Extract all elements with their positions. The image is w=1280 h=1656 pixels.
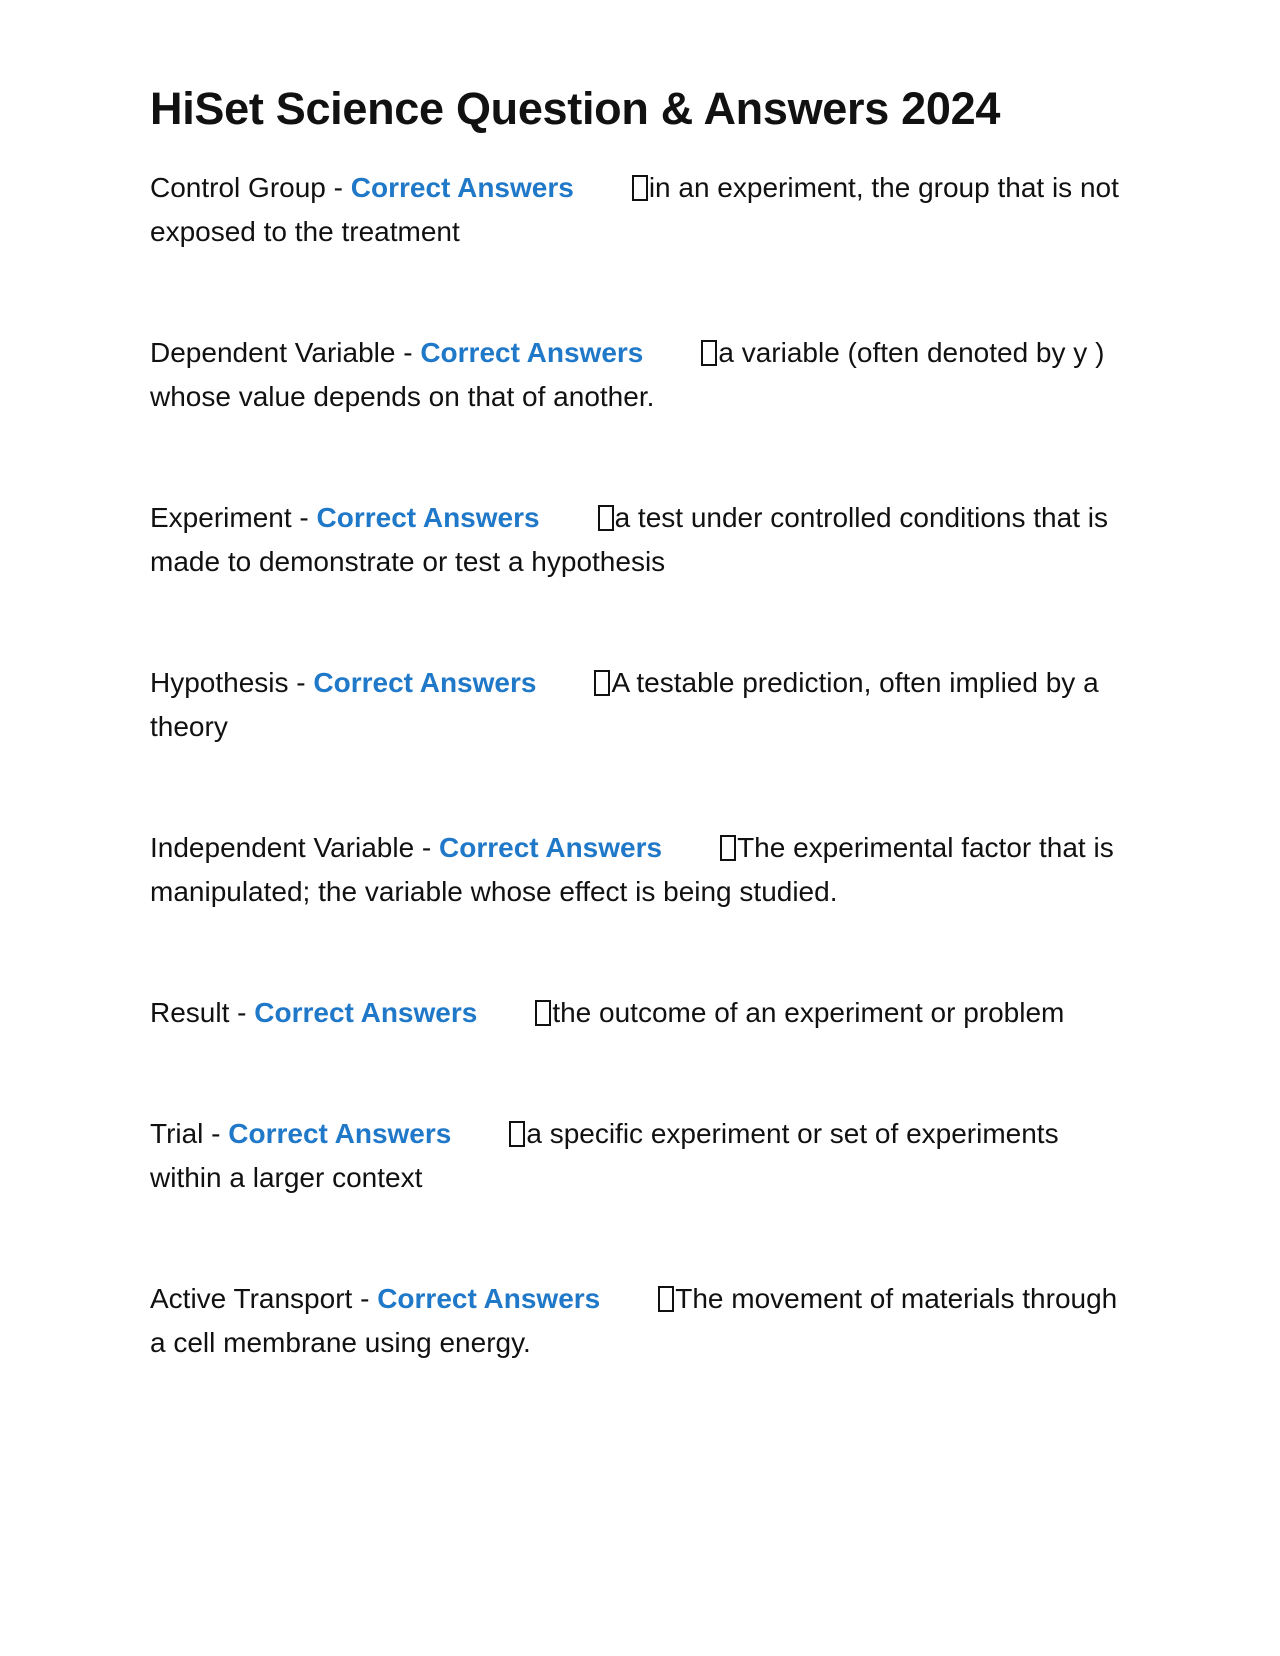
entry-separator: - — [291, 502, 317, 533]
entry-result — [150, 991, 1130, 1035]
entry-term: Hypothesis — [150, 667, 289, 698]
entry-separator: - — [352, 1283, 378, 1314]
missing-glyph-icon — [701, 340, 717, 366]
missing-glyph-icon — [598, 505, 614, 531]
correct-answers-label: Correct Answers — [254, 997, 478, 1028]
entry-list — [150, 166, 1130, 1365]
entry-definition: A testable prediction, often implied by a theory — [150, 667, 1099, 742]
missing-glyph-icon — [720, 835, 736, 861]
entry-definition: a test under controlled conditions that is made to demonstrate or test a hypothesis — [150, 502, 1108, 577]
correct-answers-label: Correct Answers — [350, 172, 574, 203]
entry-term: Independent Variable — [150, 832, 415, 863]
correct-answers-label: Correct Answers — [228, 1118, 452, 1149]
entry-definition: the outcome of an experiment or problem — [552, 997, 1065, 1028]
entry-term: Active Transport — [150, 1283, 353, 1314]
entry-trial — [150, 1112, 1130, 1200]
entry-separator: - — [395, 337, 421, 368]
entry-separator: - — [414, 832, 440, 863]
entry-definition: in an experiment, the group that is not exposed to the treatment — [150, 172, 1119, 247]
missing-glyph-icon — [632, 175, 648, 201]
entry-dependent-variable — [150, 331, 1130, 419]
entry-separator: - — [203, 1118, 229, 1149]
entry-independent-variable — [150, 826, 1130, 914]
entry-separator: - — [229, 997, 255, 1028]
entry-control-group — [150, 166, 1130, 254]
missing-glyph-icon — [509, 1121, 525, 1147]
entry-separator: - — [288, 667, 314, 698]
document-page — [150, 80, 1130, 1442]
document-title: HiSet Science Question & Answers 2024 — [150, 83, 1001, 134]
entry-definition: a specific experiment or set of experiments within a larger context — [150, 1118, 1059, 1193]
correct-answers-label: Correct Answers — [420, 337, 644, 368]
correct-answers-label: Correct Answers — [377, 1283, 601, 1314]
entry-definition: The experimental factor that is manipulated; the variable whose effect is being studied. — [150, 832, 1114, 907]
missing-glyph-icon — [594, 670, 610, 696]
entry-term: Result — [150, 997, 230, 1028]
missing-glyph-icon — [535, 1000, 551, 1026]
entry-term: Control Group — [150, 172, 326, 203]
correct-answers-label: Correct Answers — [439, 832, 663, 863]
correct-answers-label: Correct Answers — [313, 667, 537, 698]
entry-hypothesis — [150, 661, 1130, 749]
entry-experiment — [150, 496, 1130, 584]
entry-separator: - — [325, 172, 351, 203]
entry-term: Dependent Variable — [150, 337, 396, 368]
entry-term: Trial — [150, 1118, 204, 1149]
entry-term: Experiment — [150, 502, 292, 533]
missing-glyph-icon — [658, 1286, 674, 1312]
entry-definition: a variable (often denoted by y ) whose value depends on that of another. — [150, 337, 1105, 412]
entry-definition: The movement of materials through a cell membrane using energy. — [150, 1283, 1118, 1358]
entry-active-transport — [150, 1277, 1130, 1365]
correct-answers-label: Correct Answers — [316, 502, 540, 533]
